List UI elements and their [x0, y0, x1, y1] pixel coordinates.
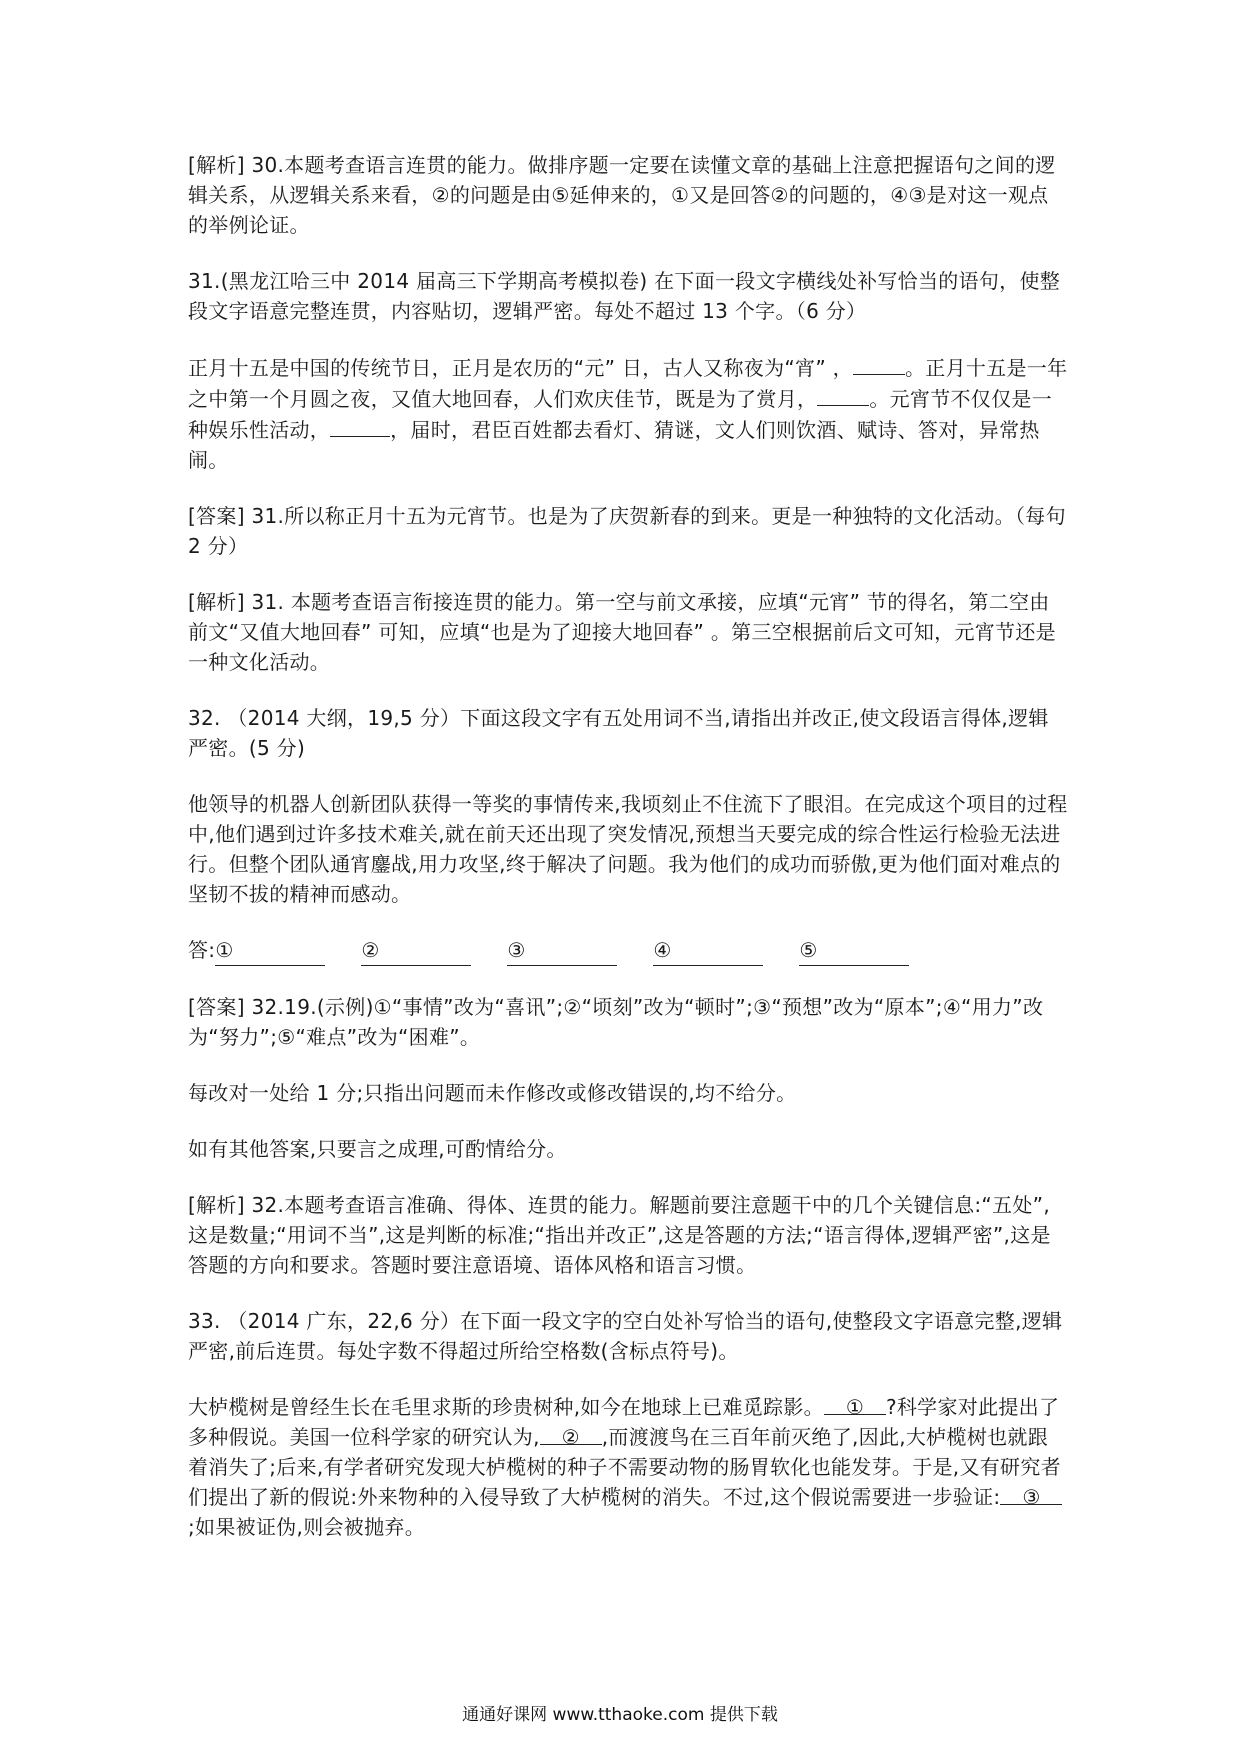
q32-answer-label: 答:	[188, 938, 216, 962]
q31-passage	[188, 352, 1068, 475]
q32-analysis: [解析] 32.本题考查语言准确、得体、连贯的能力。解题前要注意题干中的几个关键信息:“五处”,这是数量;“用词不当”,这是判断的标准;“指出并改正”,这是答题的方法;“语言得体,逻辑严密”,这是答题的方向和要求。答题时要注意语境、语体风格和语言习惯。	[188, 1193, 1051, 1277]
q31-blank-2	[817, 383, 869, 406]
q33-blank-3: ③	[1000, 1482, 1062, 1505]
q32-scoring-2: 如有其他答案,只要言之成理,可酌情给分。	[188, 1137, 567, 1161]
q33-passage	[188, 1392, 1068, 1542]
q32-passage: 他领导的机器人创新团队获得一等奖的事情传来,我顷刻止不住流下了眼泪。在完成这个项目的过程中,他们遇到过许多技术难关,就在前天还出现了突发情况,预想当天要完成的综合性运行检验无法进行。但整个团队通宵鏖战,用力攻坚,终于解决了问题。我为他们的成功而骄傲,更为他们面对难点的坚韧不拔的精神而感动。	[188, 792, 1068, 906]
q31-analysis: [解析] 31. 本题考查语言衔接连贯的能力。第一空与前文承接，应填“元宵” 节的得名，第二空由前文“又值大地回春” 可知，应填“也是为了迎接大地回春” 。第三空根据前后文可知，元宵节还是一种文化活动。	[188, 590, 1056, 674]
q33-text-c: ,而渡渡鸟在三百年前灭绝了,因此,大栌榄树也就跟着消失了;后来,有学者研究发现大栌榄树的种子不需要动物的肠胃软化也能发芽。于是,又有研究者们提出了新的假说:外来物种的入侵导致了大栌榄树的消失。不过,这个假说需要进一步验证:	[188, 1425, 1061, 1509]
q32-prompt: 32. （2014 大纲，19,5 分）下面这段文字有五处用词不当,请指出并改正,使文段语言得体,逻辑严密。(5 分)	[188, 706, 1049, 760]
q33-text-b: ?科学家对此提出了多种假说。美国一位科学家的研究认为,	[188, 1395, 1060, 1449]
q33-prompt: 33. （2014 广东，22,6 分）在下面一段文字的空白处补写恰当的语句,使整段文字语意完整,逻辑严密,前后连贯。每处字数不得超过所给空格数(含标点符号)。	[188, 1309, 1063, 1363]
q32-answer-blank-2: ②	[361, 935, 471, 966]
q31-text-b: 。正月十五是一年之中第一个月圆之夜，又值大地回春，人们欢庆佳节，既是为了赏月，	[188, 356, 1068, 411]
q31-text-c: 。元宵节不仅仅是一种娱乐性活动，	[188, 387, 1053, 442]
q31-answer: [答案] 31.所以称正月十五为元宵节。也是为了庆贺新春的到来。更是一种独特的文化活动。（每句 2 分）	[188, 504, 1066, 558]
q33-text-d: ;如果被证伪,则会被抛弃。	[188, 1515, 425, 1539]
q33-text-a: 大栌榄树是曾经生长在毛里求斯的珍贵树种,如今在地球上已难觅踪影。	[188, 1395, 824, 1419]
q30-analysis: [解析] 30.本题考查语言连贯的能力。做排序题一定要在读懂文章的基础上注意把握语句之间的逻辑关系，从逻辑关系来看，②的问题是由⑤延伸来的，①又是回答②的问题的，④③是对这一观点的举例论证。	[188, 153, 1056, 237]
q31-text-d: ，届时，君臣百姓都去看灯、猜谜，文人们则饮酒、赋诗、答对，异常热闹。	[188, 418, 1040, 472]
q32-answer: [答案] 32.19.(示例)①“事情”改为“喜讯”;②“顷刻”改为“顿时”;③“预想”改为“原本”;④“用力”改为“努力”;⑤“难点”改为“困难”。	[188, 995, 1044, 1049]
q31-text-a: 正月十五是中国的传统节日，正月是农历的“元” 日，古人又称夜为“宵” ，	[188, 356, 853, 380]
q31-blank-1	[853, 352, 905, 375]
page-footer: 通通好课网 www.tthaoke.com 提供下载	[462, 1705, 778, 1725]
q32-answer-blank-1: ①	[215, 935, 325, 966]
q32-scoring-1: 每改对一处给 1 分;只指出问题而未作修改或修改错误的,均不给分。	[188, 1081, 797, 1105]
document-body	[188, 150, 1068, 1568]
q32-answer-line	[188, 935, 1068, 966]
q33-blank-2: ②	[540, 1422, 602, 1445]
q31-prompt: 31.(黑龙江哈三中 2014 届高三下学期高考模拟卷) 在下面一段文字横线处补写恰当的语句，使整段文字语意完整连贯，内容贴切，逻辑严密。每处不超过 13 个字。（6 分）	[188, 269, 1061, 323]
q32-answer-blank-4: ④	[653, 935, 763, 966]
q33-blank-1: ①	[824, 1392, 886, 1415]
q32-answer-blank-3: ③	[507, 935, 617, 966]
q31-blank-3	[330, 414, 390, 437]
q32-answer-blank-5: ⑤	[799, 935, 909, 966]
